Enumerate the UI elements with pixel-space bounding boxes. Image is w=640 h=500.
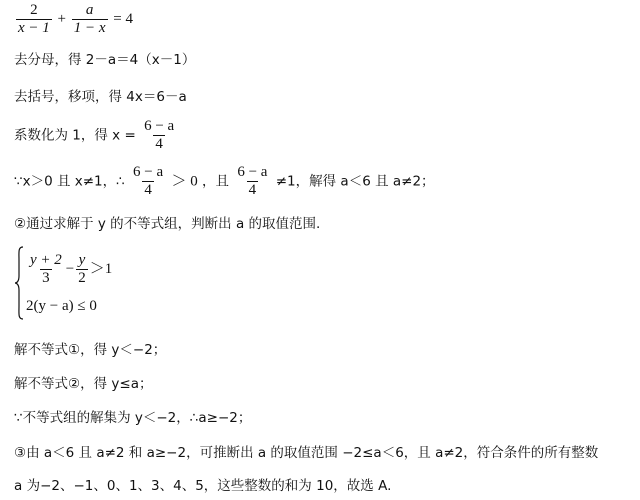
solution-set-line: ∵不等式组的解集为 y＜−2，∴a≥−2； — [14, 410, 252, 426]
inequality-tail: ＞1 — [89, 260, 113, 277]
fraction-numerator: a — [85, 2, 94, 18]
fraction-numerator: y + 2 — [30, 251, 62, 268]
fraction-numerator: y — [78, 251, 86, 268]
left-brace-icon — [14, 246, 24, 320]
solve-inequality-2: 解不等式②，得 y≤a； — [14, 376, 153, 392]
fraction — [131, 164, 165, 199]
equation-rhs: = 4 — [113, 10, 133, 27]
fraction — [16, 2, 52, 37]
condition-text: ∵x＞0 且 x≠1，∴ — [14, 173, 125, 190]
inequality-row-2: 2(y − a) ≤ 0 — [26, 297, 97, 314]
fraction-numerator: 2 — [30, 2, 38, 18]
condition-line — [14, 164, 435, 199]
inequality-row-1 — [26, 252, 112, 287]
fraction — [28, 252, 64, 287]
fraction-numerator: 6 − a — [133, 164, 164, 180]
fraction-denominator: x − 1 — [18, 20, 50, 36]
conclusion-line-1: ③由 a＜6 且 a≠2 和 a≥−2，可推断出 a 的取值范围 −2≤a＜6，且 a≠2，符合条件的所有整数 — [14, 445, 599, 461]
step-coefficient — [14, 118, 178, 153]
fraction-denominator: 3 — [42, 269, 50, 286]
fraction — [76, 252, 88, 287]
condition-text: ，且 — [202, 173, 230, 190]
inequality-system — [14, 246, 112, 320]
fraction-denominator: 4 — [248, 182, 257, 198]
fraction — [142, 118, 176, 153]
equation-line — [14, 2, 133, 37]
fraction-numerator: 6 − a — [144, 118, 175, 134]
fraction-denominator: 1 − x — [73, 20, 106, 36]
condition-text: ≠1，解得 a＜6 且 a≠2； — [275, 173, 435, 190]
step-remove-brackets: 去括号，移项，得 4x＝6－a — [14, 89, 187, 105]
fraction-denominator: 2 — [78, 269, 86, 286]
step-remove-denominator: 去分母，得 2－a＝4（x－1） — [14, 52, 196, 68]
minus-sign: − — [65, 260, 75, 277]
greater-than-zero: ＞ 0 — [171, 173, 198, 190]
fraction-denominator: 4 — [155, 136, 163, 152]
fraction-denominator: 4 — [144, 182, 152, 198]
fraction — [72, 2, 108, 37]
plus-sign: + — [57, 10, 66, 27]
fraction — [235, 164, 269, 199]
conclusion-line-2: a 为−2、−1、0、1、3、4、5，这些整数的和为 10，故选 A. — [14, 478, 392, 494]
step-coefficient-text: 系数化为 1，得 x = — [14, 127, 136, 144]
fraction-numerator: 6 − a — [237, 164, 268, 180]
solve-inequality-1: 解不等式①，得 y＜−2； — [14, 342, 167, 358]
step-inequality-intro: ②通过求解于 y 的不等式组，判断出 a 的取值范围. — [14, 216, 321, 232]
